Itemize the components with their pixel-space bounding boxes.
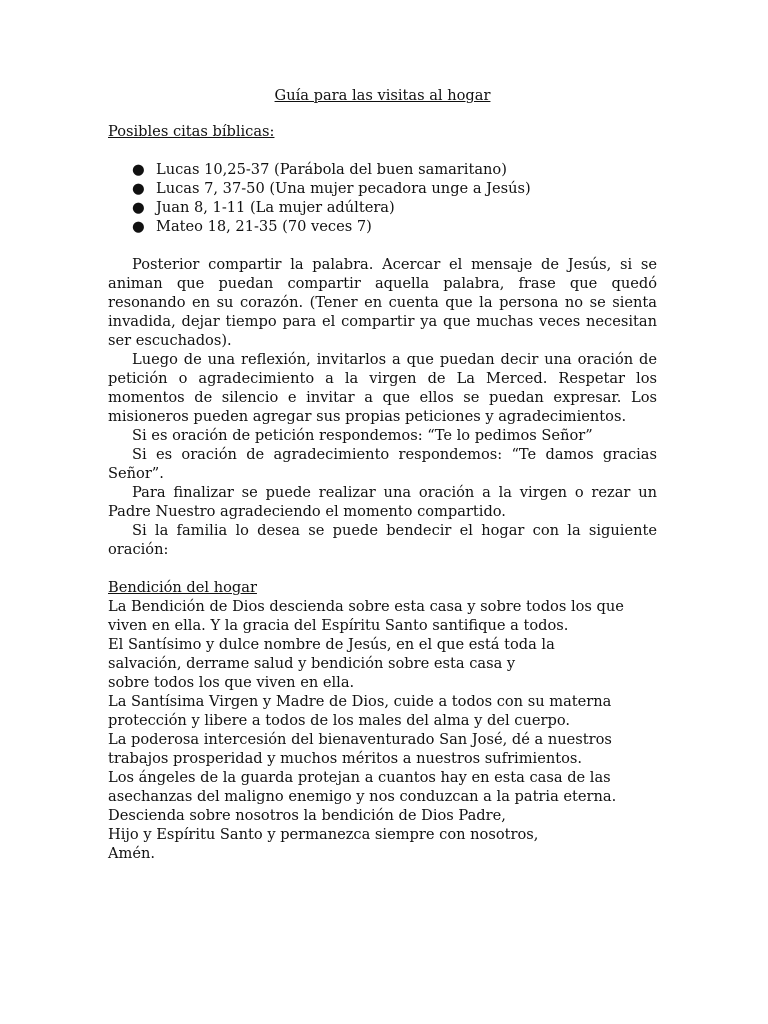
blessing-line: trabajos prosperidad y muchos méritos a nuestros sufrimientos.	[108, 750, 583, 767]
list-item	[108, 179, 657, 198]
blessing-line: Hijo y Espíritu Santo y permanezca siempre con nosotros,	[108, 826, 539, 843]
document-title: Guía para las visitas al hogar	[274, 87, 491, 104]
citation-text: Lucas 10,25-37 (Parábola del buen samaritano)	[156, 161, 507, 178]
paragraph-bendecir: Si la familia lo desea se puede bendecir el hogar con la siguiente oración:	[108, 522, 657, 558]
blessing-line: sobre todos los que viven en ella.	[108, 674, 355, 691]
blessing-line: protección y libere a todos de los males del alma y del cuerpo.	[108, 712, 571, 729]
document-page	[108, 86, 657, 863]
paragraph-reflexion: Luego de una reflexión, invitarlos a que puedan decir una oración de petición o agradecimiento a la virgen de La Merced. Respetar los momentos de silencio e invitar a que ellos se puedan expresar. Los misioneros pueden agregar sus propias peticiones y agradecimientos.	[108, 351, 657, 425]
citation-text: Juan 8, 1-11 (La mujer adúltera)	[156, 199, 395, 216]
blessing-line: El Santísimo y dulce nombre de Jesús, en el que está toda la	[108, 636, 555, 653]
blessing-line: La Bendición de Dios descienda sobre esta casa y sobre todos los que	[108, 598, 624, 615]
spacer	[108, 559, 657, 578]
citation-text: Mateo 18, 21-35 (70 veces 7)	[156, 218, 372, 235]
paragraph-peticion: Si es oración de petición respondemos: “Te lo pedimos Señor”	[132, 427, 593, 444]
blessing-line: viven en ella. Y la gracia del Espíritu Santo santifique a todos.	[108, 617, 569, 634]
bullet-icon: ●	[132, 218, 145, 235]
blessing-line: asechanzas del maligno enemigo y nos conduzcan a la patria eterna.	[108, 788, 617, 805]
citations-heading: Posibles citas bíblicas:	[108, 123, 275, 140]
blessing-line: Descienda sobre nosotros la bendición de Dios Padre,	[108, 807, 506, 824]
list-item	[108, 198, 657, 217]
blessing-heading: Bendición del hogar	[108, 579, 257, 596]
blessing-line: salvación, derrame salud y bendición sobre esta casa y	[108, 655, 516, 672]
bullet-icon: ●	[132, 180, 145, 197]
paragraph-finalizar: Para finalizar se puede realizar una oración a la virgen o rezar un Padre Nuestro agradeciendo el momento compartido.	[108, 484, 657, 520]
list-item	[108, 217, 657, 236]
paragraph-agradecimiento: Si es oración de agradecimiento respondemos: “Te damos gracias Señor”.	[108, 446, 657, 482]
blessing-line: La Santísima Virgen y Madre de Dios, cuide a todos con su materna	[108, 693, 612, 710]
bullet-icon: ●	[132, 161, 145, 178]
bullet-icon: ●	[132, 199, 145, 216]
citation-text: Lucas 7, 37-50 (Una mujer pecadora unge a Jesús)	[156, 180, 531, 197]
blessing-prayer	[108, 597, 657, 863]
blessing-line: Amén.	[108, 845, 156, 862]
paragraph-compartir: Posterior compartir la palabra. Acercar el mensaje de Jesús, si se animan que puedan compartir aquella palabra, frase que quedó resonando en su corazón. (Tener en cuenta que la persona no se sienta invadida, dejar tiempo para el compartir ya que muchas veces necesitan ser escuchados).	[108, 256, 657, 349]
blessing-line: La poderosa intercesión del bienaventurado San José, dé a nuestros	[108, 731, 612, 748]
citations-list	[108, 160, 657, 236]
list-item	[108, 160, 657, 179]
blessing-line: Los ángeles de la guarda protejan a cuantos hay en esta casa de las	[108, 769, 611, 786]
